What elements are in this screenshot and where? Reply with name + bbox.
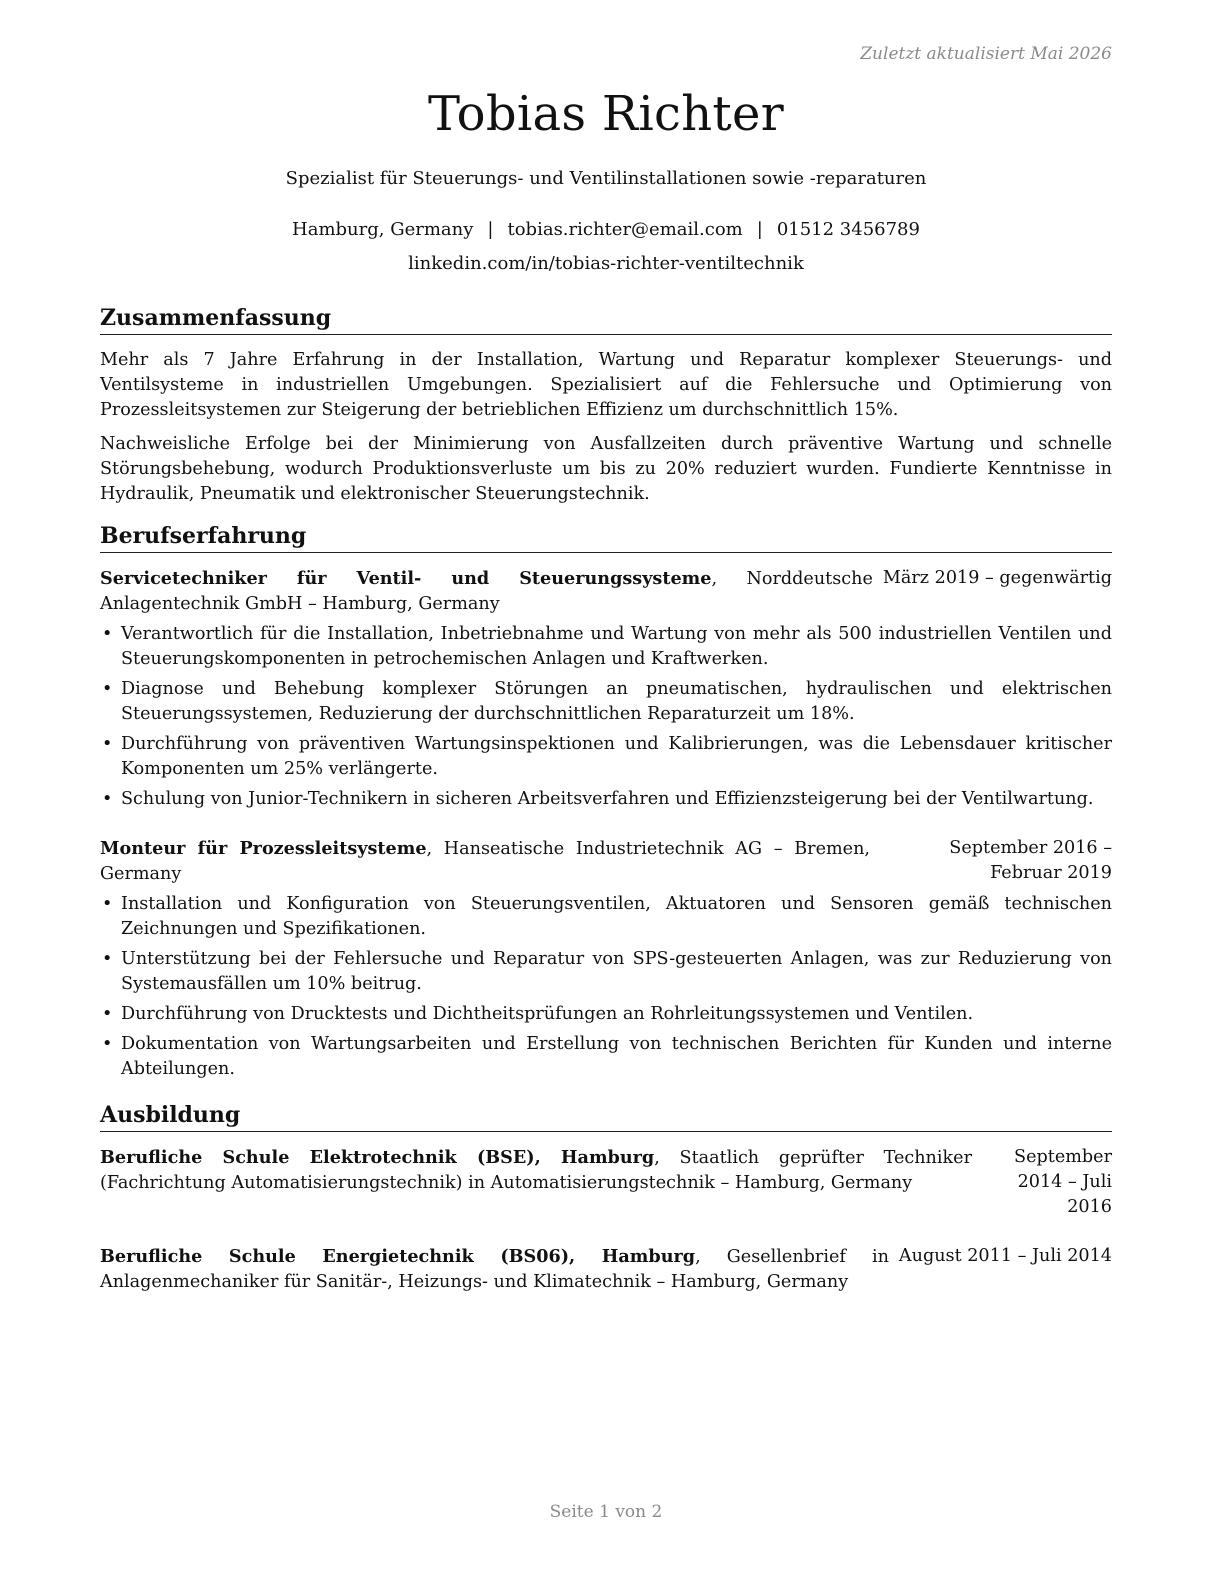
separator: | — [756, 219, 763, 240]
list-item: • Schulung von Junior-Technikern in sicheren Arbeitsverfahren und Effizienzsteigerung bei der Ventilwartung. — [100, 787, 1112, 812]
list-item: • Dokumentation von Wartungsarbeiten und Erstellung von technischen Berichten für Kunden und interne Abteilungen. — [100, 1032, 1112, 1082]
job-role: Servicetechniker für Ventil- und Steuerungssysteme — [100, 568, 712, 589]
section-title: Zusammenfassung — [100, 304, 1112, 335]
job-dates: März 2019 – gegenwärtig — [882, 568, 1112, 588]
job-dates: September 2016 – Februar 2019 — [949, 838, 1112, 883]
candidate-name: Tobias Richter — [428, 86, 784, 142]
contact-line — [100, 219, 1112, 240]
candidate-title: Spezialist für Steuerungs- und Ventilinstallationen sowie -reparaturen — [285, 168, 927, 189]
summary-paragraph: Nachweisliche Erfolge bei der Minimierung von Ausfallzeiten durch präventive Wartung und schnelle Störungsbehebung, wodurch Produktionsverluste um bis zu 20% reduziert wurden. Fundierte Kenntnisse in Hydraulik, Pneumatik und elektronischer Steuerungstechnik. — [100, 434, 1112, 504]
job-company: , Norddeutsche Anlagentechnik GmbH – Hamburg, Germany — [100, 569, 873, 614]
linkedin-link[interactable]: linkedin.com/in/tobias-richter-ventiltechnik — [408, 253, 804, 274]
section-title: Berufserfahrung — [100, 522, 1112, 553]
email-link[interactable]: tobias.richter@email.com — [507, 219, 743, 240]
school-name: Berufliche Schule Energietechnik (BS06), Hamburg — [100, 1246, 696, 1267]
job-entry — [100, 836, 1112, 1082]
education-entry — [100, 1244, 1112, 1295]
list-item: • Installation und Konfiguration von Steuerungsventilen, Aktuatoren und Sensoren gemäß technischen Zeichnungen und Spezifikationen. — [100, 892, 1112, 942]
summary-section — [100, 304, 1112, 507]
job-header — [100, 836, 1112, 887]
section-title: Ausbildung — [100, 1101, 1112, 1132]
summary-paragraph: Mehr als 7 Jahre Erfahrung in der Installation, Wartung und Reparatur komplexer Steuerungs- und Ventilsysteme in industriellen Umgebungen. Spezialisiert auf die Fehlersuche und Optimierung von Prozessleitsystemen zur Steigerung der betrieblichen Effizienz um durchschnittlich 15%. — [100, 350, 1112, 420]
list-item: • Unterstützung bei der Fehlersuche und Reparatur von SPS-gesteuerten Anlagen, was zur Reduzierung von Systemausfällen um 10% beitrug. — [100, 947, 1112, 997]
education-dates: September 2014 – Juli 2016 — [1014, 1147, 1112, 1217]
list-item: • Durchführung von präventiven Wartungsinspektionen und Kalibrierungen, was die Lebensdauer kritischer Komponenten um 25% verlängerte. — [100, 732, 1112, 782]
job-role: Monteur für Prozessleitsysteme — [100, 838, 427, 859]
job-header — [100, 566, 1112, 617]
list-item: • Durchführung von Drucktests und Dichtheitsprüfungen an Rohrleitungssystemen und Ventilen. — [100, 1002, 1112, 1027]
job-company: , Hanseatische Industrietechnik AG – Bremen, Germany — [100, 839, 870, 884]
list-item: • Verantwortlich für die Installation, Inbetriebnahme und Wartung von mehr als 500 industriellen Ventilen und Steuerungskomponenten in petrochemischen Anlagen und Kraftwerken. — [100, 622, 1112, 672]
job-entry — [100, 566, 1112, 812]
job-bullets — [100, 892, 1112, 1082]
experience-section — [100, 522, 1112, 1082]
education-dates: August 2011 – Juli 2014 — [898, 1246, 1112, 1266]
education-section — [100, 1101, 1112, 1295]
degree: , Staatlich geprüfter Techniker (Fachrichtung Automatisierungstechnik) in Automatisierungstechnik – Hamburg, Germany — [100, 1148, 972, 1193]
phone-number: 01512 3456789 — [776, 219, 920, 240]
school-name: Berufliche Schule Elektrotechnik (BSE), Hamburg — [100, 1147, 655, 1168]
page-number: Seite 1 von 2 — [549, 1502, 663, 1522]
job-bullets — [100, 622, 1112, 812]
education-entry — [100, 1145, 1112, 1220]
location: Hamburg, Germany — [292, 219, 474, 240]
last-updated: Zuletzt aktualisiert Mai 2026 — [860, 44, 1112, 64]
list-item: • Diagnose und Behebung komplexer Störungen an pneumatischen, hydraulischen und elektrischen Steuerungssystemen, Reduzierung der durchschnittlichen Reparaturzeit um 18%. — [100, 677, 1112, 727]
separator: | — [487, 219, 494, 240]
degree: , Gesellenbrief in Anlagenmechaniker für Sanitär-, Heizungs- und Klimatechnik – Hamburg, Germany — [100, 1247, 889, 1292]
